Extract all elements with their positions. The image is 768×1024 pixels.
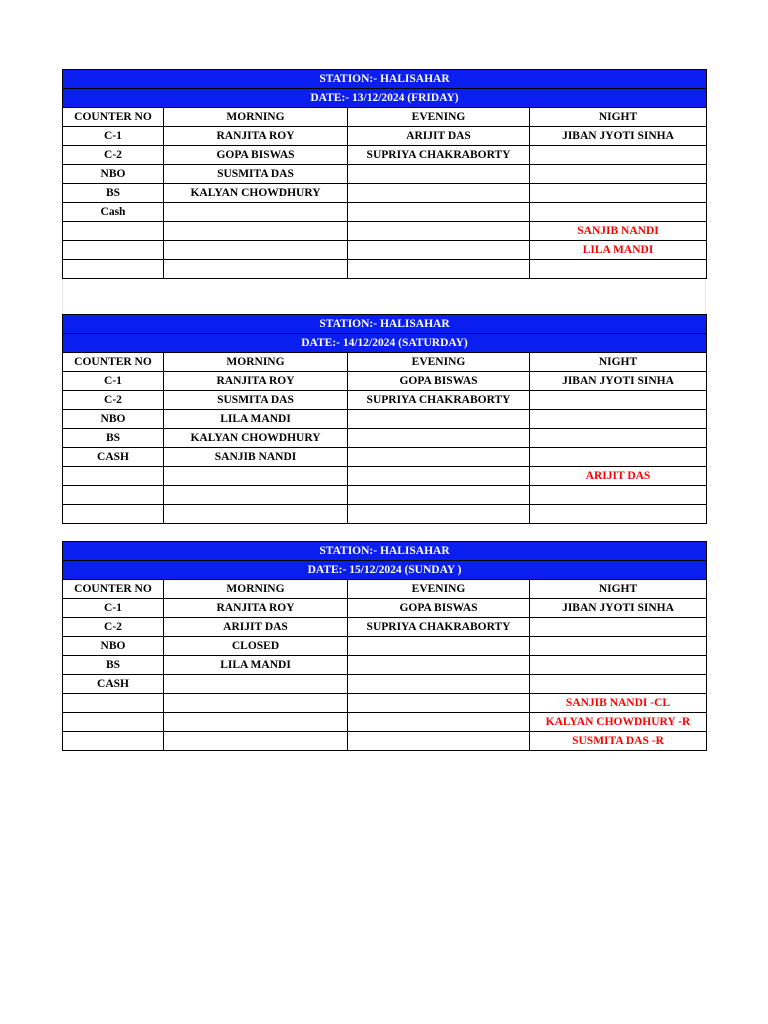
night-reserve-cell: SANJIB NANDI -CL [530,694,707,713]
morning-cell: GOPA BISWAS [164,146,348,165]
column-header-counter: COUNTER NO [63,580,164,599]
evening-cell [348,713,530,732]
column-header-night: NIGHT [530,580,707,599]
evening-cell [348,448,530,467]
counter-cell: C-1 [63,127,164,146]
counter-cell: BS [63,429,164,448]
night-reserve-cell: SANJIB NANDI [530,222,707,241]
morning-cell [164,694,348,713]
station-banner: STATION:- HALISAHAR [63,70,707,89]
table-row [63,222,707,241]
counter-cell: NBO [63,637,164,656]
table-row [63,260,707,279]
date-banner: DATE:- 15/12/2024 (SUNDAY ) [63,561,707,580]
counter-cell [63,486,164,505]
evening-cell [348,486,530,505]
station-banner: STATION:- HALISAHAR [63,542,707,561]
evening-cell [348,203,530,222]
night-cell: JIBAN JYOTI SINHA [530,127,707,146]
counter-cell [63,505,164,524]
table-row [63,372,707,391]
evening-cell: ARIJIT DAS [348,127,530,146]
night-cell [530,429,707,448]
night-cell [530,505,707,524]
evening-cell [348,694,530,713]
night-cell: JIBAN JYOTI SINHA [530,372,707,391]
morning-cell [164,505,348,524]
morning-cell [164,732,348,751]
counter-cell [63,732,164,751]
table-row [63,391,707,410]
morning-cell: RANJITA ROY [164,372,348,391]
counter-cell [63,222,164,241]
evening-cell [348,467,530,486]
counter-cell: C-1 [63,599,164,618]
counter-cell: C-2 [63,146,164,165]
table-row [63,203,707,222]
counter-cell: BS [63,656,164,675]
counter-cell: C-2 [63,618,164,637]
evening-cell [348,260,530,279]
table-row [63,467,707,486]
column-header-evening: EVENING [348,580,530,599]
counter-cell: C-2 [63,391,164,410]
night-cell [530,165,707,184]
morning-cell: SANJIB NANDI [164,448,348,467]
morning-cell [164,222,348,241]
evening-cell: GOPA BISWAS [348,372,530,391]
night-cell [530,618,707,637]
counter-cell [63,260,164,279]
evening-cell [348,429,530,448]
counter-cell [63,467,164,486]
night-cell [530,656,707,675]
morning-cell [164,241,348,260]
evening-cell [348,656,530,675]
column-header-counter: COUNTER NO [63,353,164,372]
night-cell [530,410,707,429]
evening-cell [348,732,530,751]
table-row [63,618,707,637]
date-banner: DATE:- 14/12/2024 (SATURDAY) [63,334,707,353]
night-reserve-cell: ARIJIT DAS [530,467,707,486]
table-row [63,184,707,203]
table-row [63,732,707,751]
night-cell [530,203,707,222]
counter-cell: NBO [63,165,164,184]
morning-cell: ARIJIT DAS [164,618,348,637]
column-header-night: NIGHT [530,353,707,372]
table-row [63,410,707,429]
evening-cell [348,637,530,656]
morning-cell: KALYAN CHOWDHURY [164,429,348,448]
morning-cell [164,675,348,694]
morning-cell: KALYAN CHOWDHURY [164,184,348,203]
counter-cell: Cash [63,203,164,222]
morning-cell: LILA MANDI [164,410,348,429]
table-row [63,448,707,467]
night-cell [530,637,707,656]
counter-cell: CASH [63,448,164,467]
morning-cell [164,713,348,732]
roster-table-sunday [62,541,707,751]
column-header-row [63,353,707,372]
table-row [63,146,707,165]
night-cell [530,448,707,467]
morning-cell [164,203,348,222]
table-row [63,241,707,260]
table-row [63,656,707,675]
column-header-evening: EVENING [348,353,530,372]
table-row [63,599,707,618]
column-header-evening: EVENING [348,108,530,127]
evening-cell [348,241,530,260]
table-row [63,505,707,524]
counter-cell [63,713,164,732]
morning-cell: SUSMITA DAS [164,391,348,410]
date-banner: DATE:- 13/12/2024 (FRIDAY) [63,89,707,108]
morning-cell: LILA MANDI [164,656,348,675]
station-banner: STATION:- HALISAHAR [63,315,707,334]
column-header-morning: MORNING [164,108,348,127]
morning-cell: RANJITA ROY [164,127,348,146]
night-cell [530,391,707,410]
evening-cell: GOPA BISWAS [348,599,530,618]
column-header-night: NIGHT [530,108,707,127]
table-row [63,127,707,146]
evening-cell [348,505,530,524]
night-reserve-cell: LILA MANDI [530,241,707,260]
night-cell [530,184,707,203]
table-row [63,675,707,694]
counter-cell: C-1 [63,372,164,391]
night-reserve-cell: SUSMITA DAS -R [530,732,707,751]
morning-cell: SUSMITA DAS [164,165,348,184]
evening-cell: SUPRIYA CHAKRABORTY [348,146,530,165]
column-header-row [63,580,707,599]
morning-cell [164,260,348,279]
night-cell [530,486,707,505]
evening-cell [348,165,530,184]
morning-cell: CLOSED [164,637,348,656]
counter-cell: CASH [63,675,164,694]
table-row [63,713,707,732]
night-cell: JIBAN JYOTI SINHA [530,599,707,618]
counter-cell [63,694,164,713]
table-row [63,486,707,505]
table-row [63,165,707,184]
roster-table-friday [62,69,707,279]
morning-cell [164,486,348,505]
morning-cell [164,467,348,486]
column-header-morning: MORNING [164,353,348,372]
morning-cell: RANJITA ROY [164,599,348,618]
counter-cell: BS [63,184,164,203]
evening-cell [348,410,530,429]
counter-cell [63,241,164,260]
evening-cell: SUPRIYA CHAKRABORTY [348,391,530,410]
evening-cell [348,675,530,694]
column-header-morning: MORNING [164,580,348,599]
night-cell [530,146,707,165]
roster-table-saturday [62,314,707,524]
evening-cell [348,222,530,241]
column-header-counter: COUNTER NO [63,108,164,127]
sheet-gap [62,277,706,314]
table-row [63,429,707,448]
column-header-row [63,108,707,127]
evening-cell: SUPRIYA CHAKRABORTY [348,618,530,637]
table-row [63,637,707,656]
table-row [63,694,707,713]
night-cell [530,675,707,694]
night-reserve-cell: KALYAN CHOWDHURY -R [530,713,707,732]
evening-cell [348,184,530,203]
counter-cell: NBO [63,410,164,429]
night-cell [530,260,707,279]
